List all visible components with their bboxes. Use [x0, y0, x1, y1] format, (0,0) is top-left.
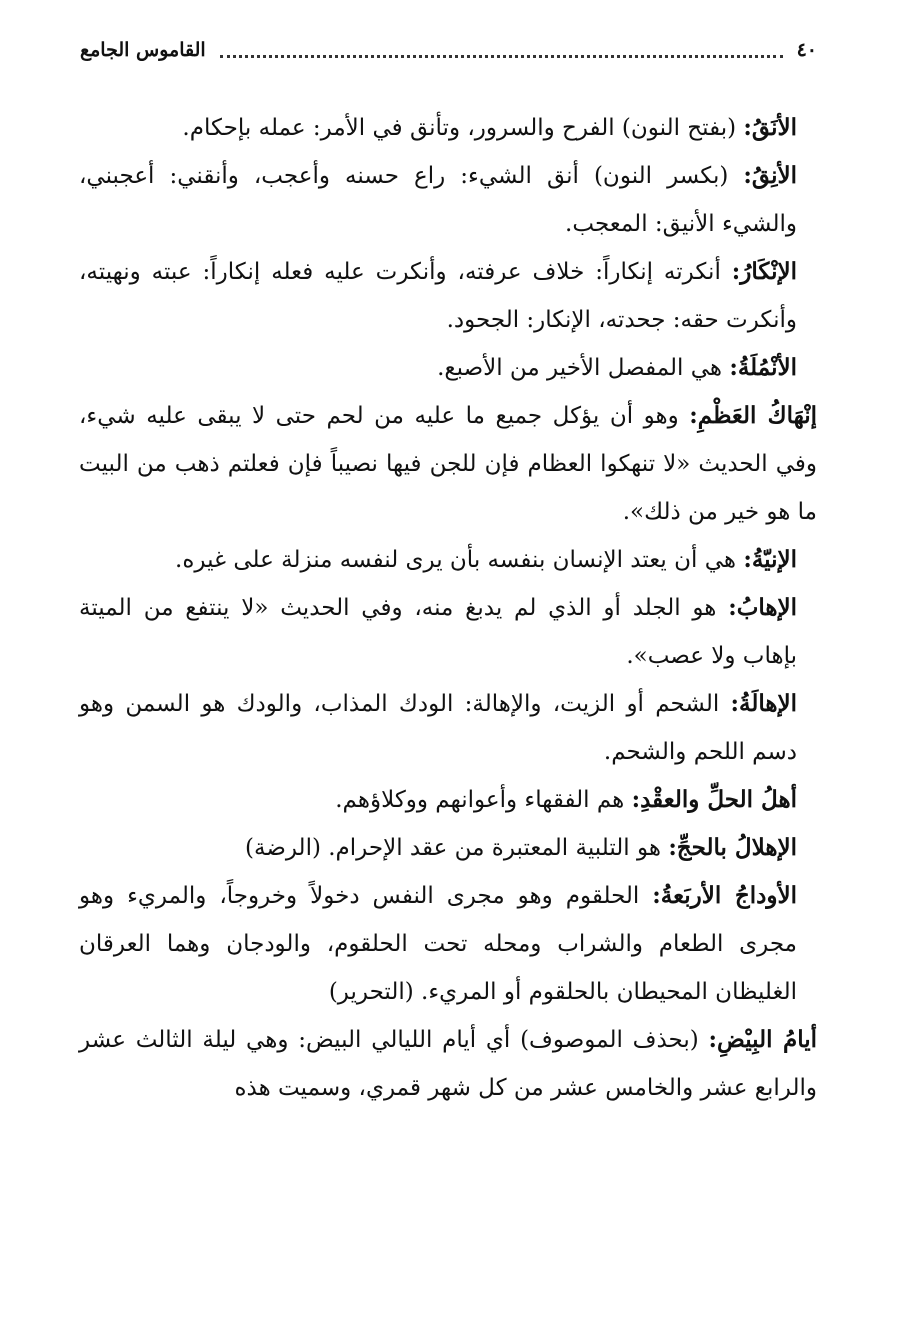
- entry-headword: الإهابُ:: [728, 594, 797, 621]
- entry-headword: الأنْمُلَةُ:: [729, 354, 797, 381]
- entry-definition: وهو أن يؤكل جميع ما عليه من لحم حتى لا يبقى عليه شيء، وفي الحديث «لا تنهكوا العظام فإن للجن فيها نصيباً فإن فعلتم ذهب من البيت ما هو خير من ذلك».: [79, 403, 817, 525]
- entry-headword: الأنِقُ:: [743, 162, 797, 189]
- entry-definition: الشحم أو الزيت، والإهالة: الودك المذاب، والودك هو السمن وهو دسم اللحم والشحم.: [79, 691, 797, 765]
- entry-definition: (بحذف الموصوف) أي أيام الليالي البيض: وهي ليلة الثالث عشر والرابع عشر والخامس عشر من كل شهر قمري، وسميت هذه: [79, 1027, 817, 1101]
- entry-headword: الإهلالُ بالحجِّ:: [668, 834, 797, 861]
- entry-definition: هم الفقهاء وأعوانهم ووكلاؤهم.: [335, 787, 632, 813]
- entry-al-inniyya: [79, 536, 817, 584]
- entry-al-anmula: [79, 344, 817, 392]
- entry-al-ihlal-bil-hajj: [79, 824, 817, 872]
- entry-headword: الإنْكَارُ:: [731, 258, 797, 285]
- entry-al-ihala: [79, 680, 817, 776]
- page-number: ٤٠: [796, 39, 817, 61]
- entry-definition: هو الجلد أو الذي لم يدبغ منه، وفي الحديث «لا ينتفع من الميتة بإهاب ولا عصب».: [79, 595, 797, 669]
- entry-definition: هي أن يعتد الإنسان بنفسه بأن يرى لنفسه منزلة على غيره.: [175, 547, 744, 573]
- entries-list: [79, 104, 817, 1112]
- entry-al-anaq: [79, 104, 817, 152]
- entry-headword: الأوداجُ الأربَعةُ:: [652, 882, 797, 909]
- entry-ayyam-al-bid: [79, 1016, 817, 1112]
- entry-ahl-al-hall-wal-aqd: [79, 776, 817, 824]
- entry-definition: الحلقوم وهو مجرى النفس دخولاً وخروجاً، والمريء وهو مجرى الطعام والشراب ومحله تحت الحلقوم، والودجان وهما العرقان الغليظان المحيطان بالحلقوم أو المريء. (التحرير): [79, 883, 797, 1005]
- entry-headword: إنْهَاكُ العَظْمِ:: [689, 402, 817, 429]
- entry-al-aniq: [79, 152, 817, 248]
- book-title: القاموس الجامع: [80, 39, 206, 61]
- entry-inhak-al-azm: [79, 392, 817, 536]
- entry-definition: (بفتح النون) الفرح والسرور، وتأنق في الأمر: عمله بإحكام.: [182, 115, 744, 141]
- entry-al-ihab: [79, 584, 817, 680]
- entry-al-awdaj-al-arbaa: [79, 872, 817, 1016]
- entry-definition: هو التلبية المعتبرة من عقد الإحرام. (الرضة): [245, 835, 669, 861]
- running-header: [80, 34, 817, 66]
- leader-dots: [220, 55, 783, 58]
- entry-headword: أيامُ البِيْضِ:: [708, 1026, 817, 1053]
- entry-definition: (بكسر النون) أنق الشيء: راع حسنه وأعجب، وأنقني: أعجبني، والشيء الأنيق: المعجب.: [79, 163, 797, 237]
- entry-headword: الأنَقُ:: [743, 114, 797, 141]
- entry-al-inkar: [79, 248, 817, 344]
- entry-definition: أنكرته إنكاراً: خلاف عرفته، وأنكرت عليه فعله إنكاراً: عبته ونهيته، وأنكرت حقه: جحدته، الإنكار: الجحود.: [79, 259, 797, 333]
- entry-headword: الإنيّةُ:: [743, 546, 797, 573]
- entry-headword: الإهالَةُ:: [730, 690, 797, 717]
- entry-definition: هي المفصل الأخير من الأصبع.: [437, 355, 730, 381]
- entry-headword: أهلُ الحلِّ والعقْدِ:: [631, 786, 797, 813]
